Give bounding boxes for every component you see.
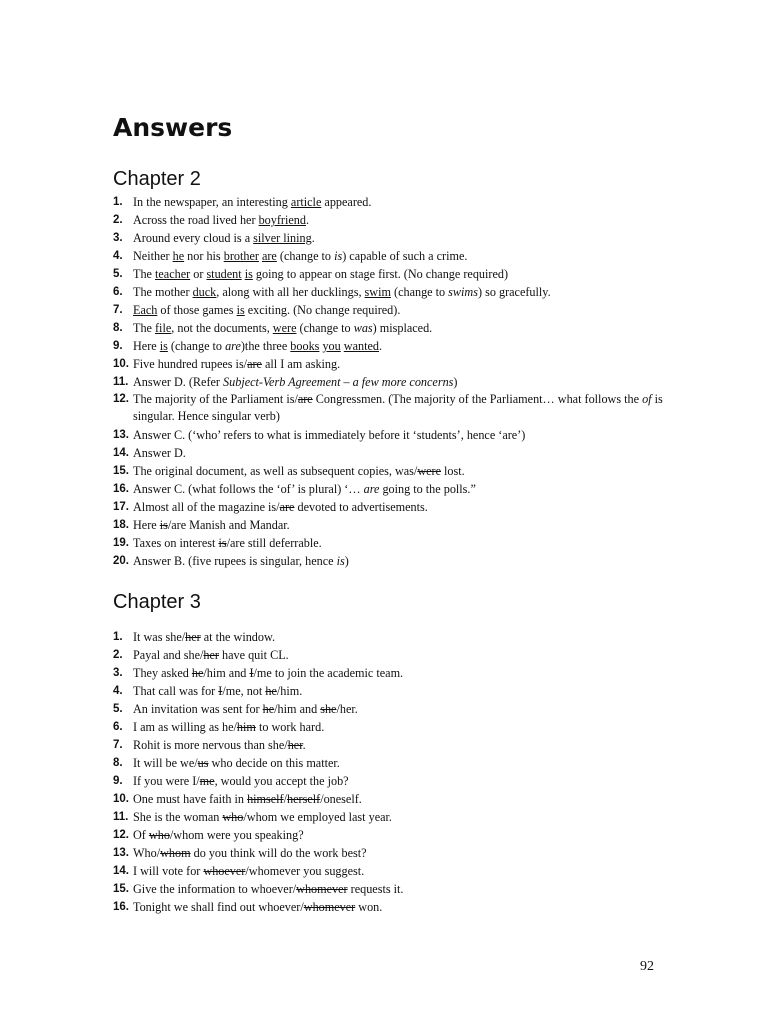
underlined-text: boyfriend xyxy=(258,213,306,227)
answer-item xyxy=(113,664,673,682)
struck-text: are xyxy=(279,500,295,514)
answer-text: I am as willing as he/ xyxy=(133,720,237,734)
underlined-text: file xyxy=(155,321,172,335)
answer-item xyxy=(113,193,673,211)
answer-text: /oneself. xyxy=(320,792,362,806)
underlined-text: article xyxy=(290,195,322,209)
answer-item xyxy=(113,736,673,754)
answer-text: going to appear on stage first. (No change required) xyxy=(252,267,509,281)
struck-text: her xyxy=(203,648,219,662)
answer-text: ) misplaced. xyxy=(372,321,433,335)
answer-text: . xyxy=(378,339,383,353)
answer-text: The mother xyxy=(133,285,193,299)
answer-text: Answer C. (what follows the ‘of’ is plural) ‘… xyxy=(133,482,364,496)
answer-number: 6. xyxy=(113,721,123,733)
answer-text: /whom were you speaking? xyxy=(169,828,304,842)
answer-item xyxy=(113,301,673,319)
answer-number: 12. xyxy=(113,393,129,405)
answer-item xyxy=(113,718,673,736)
answer-number: 8. xyxy=(113,757,123,769)
struck-text: is xyxy=(159,518,168,532)
answer-text: lost. xyxy=(441,464,465,478)
italic-text: of xyxy=(642,392,652,406)
answer-number: 7. xyxy=(113,304,123,316)
answer-text: )the three xyxy=(240,339,291,353)
answer-number: 12. xyxy=(113,829,129,841)
answer-number: 6. xyxy=(113,286,123,298)
answer-text: won. xyxy=(355,900,383,914)
answer-text: Taxes on interest xyxy=(133,536,219,550)
answer-text: Answer B. (five rupees is singular, hence xyxy=(133,554,337,568)
answer-item xyxy=(113,373,673,391)
struck-text: herself xyxy=(287,792,321,806)
answer-text: to work hard. xyxy=(255,720,325,734)
answer-text: , along with all her ducklings, xyxy=(216,285,365,299)
answer-text: ) xyxy=(453,375,458,389)
answer-text: /are still deferrable. xyxy=(226,536,322,550)
answer-text: If you were I/ xyxy=(133,774,200,788)
struck-text: are xyxy=(297,392,313,406)
struck-text: us xyxy=(197,756,209,770)
answer-text: Tonight we shall find out whoever/ xyxy=(133,900,304,914)
answer-text: That call was for xyxy=(133,684,219,698)
answer-item xyxy=(113,229,673,247)
struck-text: is xyxy=(218,536,227,550)
answer-number: 18. xyxy=(113,519,129,531)
struck-text: he xyxy=(191,666,204,680)
answer-text: The xyxy=(133,321,155,335)
answer-text: It will be we/ xyxy=(133,756,198,770)
answer-item xyxy=(113,283,673,301)
answer-number: 1. xyxy=(113,196,123,208)
answer-item xyxy=(113,700,673,718)
answer-text: or xyxy=(190,267,207,281)
underlined-text: teacher xyxy=(155,267,191,281)
answer-item xyxy=(113,534,673,552)
answer-number: 8. xyxy=(113,322,123,334)
answer-item xyxy=(113,898,673,916)
chapter-2-heading: Chapter 2 xyxy=(113,168,201,190)
struck-text: her xyxy=(287,738,303,752)
answer-text: ) xyxy=(344,554,349,568)
answer-text: /me to join the academic team. xyxy=(253,666,404,680)
struck-text: are xyxy=(247,357,262,371)
answer-number: 10. xyxy=(113,358,129,370)
underlined-text: swim xyxy=(364,285,391,299)
answer-item xyxy=(113,772,673,790)
answer-item xyxy=(113,391,673,425)
answer-item xyxy=(113,444,673,462)
answer-number: 2. xyxy=(113,214,123,226)
answer-item xyxy=(113,682,673,700)
struck-text: me xyxy=(199,774,215,788)
struck-text: whoever xyxy=(203,864,246,878)
underlined-text: books xyxy=(290,339,320,353)
italic-text: is xyxy=(336,554,345,568)
struck-text: whom xyxy=(160,846,191,860)
underlined-text: brother xyxy=(223,249,259,263)
answer-text: /whom we employed last year. xyxy=(243,810,392,824)
underlined-text: are xyxy=(261,249,277,263)
answer-item xyxy=(113,826,673,844)
underlined-text: silver lining xyxy=(253,231,312,245)
underlined-text: were xyxy=(272,321,297,335)
answer-text: Rohit is more nervous than she/ xyxy=(133,738,288,752)
answer-number: 11. xyxy=(113,376,129,388)
struck-text: her xyxy=(185,630,201,644)
italic-text: Subject-Verb Agreement – a few more concerns xyxy=(223,375,454,389)
answer-text: I will vote for xyxy=(133,864,204,878)
answer-number: 16. xyxy=(113,901,129,913)
answer-number: 17. xyxy=(113,501,129,513)
answer-number: 11. xyxy=(113,811,129,823)
underlined-text: duck xyxy=(192,285,217,299)
answer-text: / xyxy=(283,792,288,806)
struck-text: who xyxy=(222,810,244,824)
answer-text: (change to xyxy=(296,321,354,335)
answer-number: 16. xyxy=(113,483,129,495)
answer-text: It was she/ xyxy=(133,630,186,644)
answer-item xyxy=(113,265,673,283)
answer-text: who decide on this matter. xyxy=(208,756,340,770)
struck-text: I xyxy=(249,666,254,680)
answer-text: /her. xyxy=(336,702,358,716)
answer-item xyxy=(113,247,673,265)
answer-text: is singular. Hence singular verb) xyxy=(133,392,663,423)
answer-number: 13. xyxy=(113,429,129,441)
answer-text: ) capable of such a crime. xyxy=(342,249,468,263)
answer-text: Across the road lived her xyxy=(133,213,259,227)
answer-text: /are Manish and Mandar. xyxy=(167,518,290,532)
answer-item xyxy=(113,880,673,898)
answer-text: , not the documents, xyxy=(171,321,273,335)
answer-number: 14. xyxy=(113,865,129,877)
answer-text: Answer C. (‘who’ refers to what is immediately before it ‘students’, hence ‘are’) xyxy=(133,428,526,442)
struck-text: himself xyxy=(247,792,284,806)
answer-text: . xyxy=(302,738,306,752)
answer-text: They asked xyxy=(133,666,192,680)
answer-text: Payal and she/ xyxy=(133,648,204,662)
answer-text: (change to xyxy=(276,249,335,263)
answer-text: requests it. xyxy=(347,882,404,896)
underlined-text: you xyxy=(322,339,341,353)
answer-item xyxy=(113,462,673,480)
answer-number: 15. xyxy=(113,883,129,895)
answer-text: exciting. (No change required). xyxy=(244,303,401,317)
italic-text: are xyxy=(363,482,380,496)
chapter-3-heading: Chapter 3 xyxy=(113,591,201,613)
answer-text: /him and xyxy=(274,702,321,716)
answer-text: /me, not xyxy=(222,684,266,698)
answer-text: of those games xyxy=(157,303,237,317)
answer-item xyxy=(113,319,673,337)
answer-text: In the newspaper, an interesting xyxy=(133,195,291,209)
answer-item xyxy=(113,862,673,880)
answer-item xyxy=(113,646,673,664)
answer-text: Neither xyxy=(133,249,173,263)
answer-text: She is the woman xyxy=(133,810,223,824)
struck-text: whomever xyxy=(303,900,356,914)
answer-text: Around every cloud is a xyxy=(133,231,254,245)
answer-number: 9. xyxy=(113,340,123,352)
answer-number: 1. xyxy=(113,631,123,643)
chapter-2-answer-list xyxy=(113,193,673,570)
answer-text: One must have faith in xyxy=(133,792,248,806)
answer-text: /him. xyxy=(276,684,303,698)
answer-number: 14. xyxy=(113,447,129,459)
italic-text: are xyxy=(225,339,241,353)
answer-item xyxy=(113,628,673,646)
answer-number: 4. xyxy=(113,685,123,697)
answer-number: 13. xyxy=(113,847,129,859)
struck-text: I xyxy=(218,684,223,698)
answer-number: 3. xyxy=(113,667,123,679)
struck-text: him xyxy=(236,720,256,734)
answer-text: nor his xyxy=(184,249,224,263)
answer-text: devoted to advertisements. xyxy=(294,500,428,514)
italic-text: is xyxy=(334,249,343,263)
answer-text: Here xyxy=(133,339,160,353)
answer-number: 4. xyxy=(113,250,123,262)
italic-text: was xyxy=(353,321,373,335)
answer-number: 9. xyxy=(113,775,123,787)
answer-text: Here xyxy=(133,518,160,532)
answer-item xyxy=(113,844,673,862)
answer-number: 10. xyxy=(113,793,129,805)
struck-text: who xyxy=(148,828,170,842)
answer-item xyxy=(113,516,673,534)
answer-item xyxy=(113,552,673,570)
chapter-3-answer-list xyxy=(113,628,673,916)
underlined-text: he xyxy=(172,249,185,263)
answer-item xyxy=(113,337,673,355)
answer-text: The majority of the Parliament is/ xyxy=(133,392,298,406)
answer-item xyxy=(113,355,673,373)
answer-text: , would you accept the job? xyxy=(214,774,349,788)
answer-text: at the window. xyxy=(200,630,276,644)
underlined-text: student xyxy=(206,267,242,281)
answer-text: appeared. xyxy=(321,195,372,209)
answer-number: 19. xyxy=(113,537,129,549)
answer-text: . xyxy=(305,213,309,227)
struck-text: he xyxy=(262,702,275,716)
answer-text: all I am asking. xyxy=(261,357,341,371)
answer-item xyxy=(113,808,673,826)
answer-text: Who/ xyxy=(133,846,161,860)
answer-item xyxy=(113,498,673,516)
underlined-text: Each xyxy=(133,303,158,317)
struck-text: were xyxy=(417,464,441,478)
answer-number: 5. xyxy=(113,268,123,280)
answer-number: 3. xyxy=(113,232,123,244)
struck-text: she xyxy=(320,702,337,716)
answer-text: . xyxy=(311,231,315,245)
answer-text: The xyxy=(133,267,155,281)
answer-text: Five hundred rupees is/ xyxy=(133,357,248,371)
struck-text: he xyxy=(265,684,277,698)
answer-text: Almost all of the magazine is/ xyxy=(133,500,280,514)
answer-text: /him and xyxy=(203,666,250,680)
answer-item xyxy=(113,426,673,444)
answer-number: 2. xyxy=(113,649,123,661)
answer-text: do you think will do the work best? xyxy=(190,846,367,860)
answer-text: ) so gracefully. xyxy=(477,285,551,299)
answer-item xyxy=(113,480,673,498)
answer-item xyxy=(113,211,673,229)
struck-text: whomever xyxy=(296,882,348,896)
answer-text: Congressmen. (The majority of the Parliament… what follows the xyxy=(312,392,643,406)
answer-text: have quit CL. xyxy=(218,648,289,662)
answer-item xyxy=(113,790,673,808)
answer-number: 7. xyxy=(113,739,123,751)
underlined-text: is xyxy=(236,303,245,317)
answer-item xyxy=(113,754,673,772)
answer-text: Answer D. (Refer xyxy=(133,375,224,389)
italic-text: swims xyxy=(448,285,478,299)
answer-number: 20. xyxy=(113,555,129,567)
answer-text: (change to xyxy=(167,339,226,353)
answer-text: /whomever you suggest. xyxy=(245,864,365,878)
underlined-text: wanted xyxy=(343,339,379,353)
page-number: 92 xyxy=(640,959,654,974)
answer-text: An invitation was sent for xyxy=(133,702,263,716)
underlined-text: is xyxy=(244,267,253,281)
answer-text: going to the polls.” xyxy=(379,482,476,496)
answer-text: Answer D. xyxy=(133,446,186,460)
underlined-text: is xyxy=(159,339,168,353)
answer-text: The original document, as well as subsequent copies, was/ xyxy=(133,464,418,478)
page-title: Answers xyxy=(113,113,233,142)
answer-text: Of xyxy=(133,828,149,842)
answer-text: (change to xyxy=(390,285,449,299)
answer-number: 5. xyxy=(113,703,123,715)
answer-text: Give the information to whoever/ xyxy=(133,882,297,896)
answer-number: 15. xyxy=(113,465,129,477)
